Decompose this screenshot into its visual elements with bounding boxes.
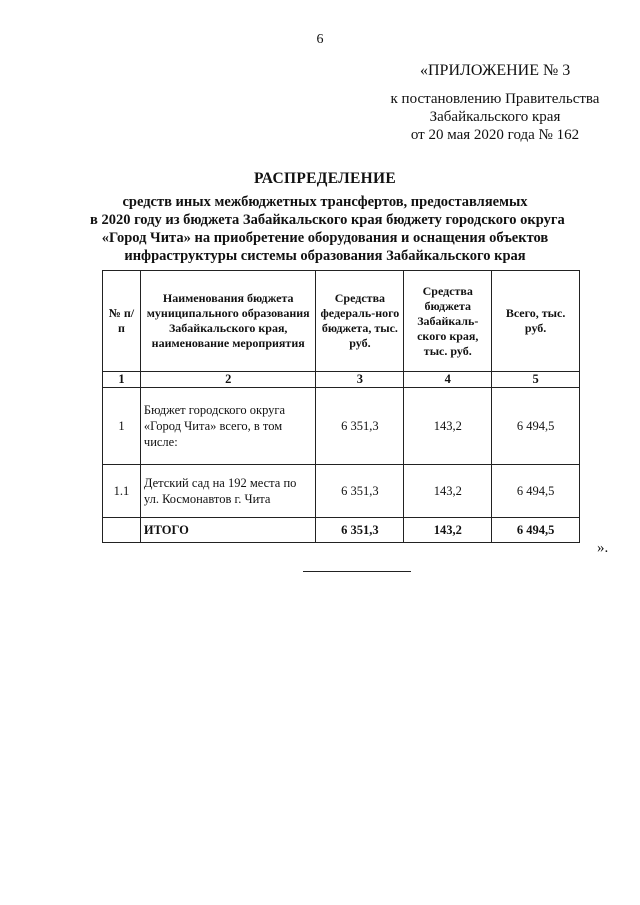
header-regional: Средства бюджета Забайкаль-ского края, тыс. руб. <box>404 271 492 372</box>
column-number: 2 <box>140 372 316 388</box>
header-number: № п/п <box>103 271 141 372</box>
header-name: Наименования бюджета муниципального образования Забайкальского края, наименование мероприятия <box>140 271 316 372</box>
total-regional: 143,2 <box>404 518 492 543</box>
table-header-row <box>103 271 580 372</box>
total-sum: 6 494,5 <box>492 518 580 543</box>
row-number: 1 <box>103 388 141 465</box>
column-number: 3 <box>316 372 404 388</box>
resolution-line-3: от 20 мая 2020 года № 162 <box>410 127 580 143</box>
header-total: Всего, тыс. руб. <box>492 271 580 372</box>
total-label: ИТОГО <box>140 518 316 543</box>
column-number: 4 <box>404 372 492 388</box>
resolution-line-1: к постановлению Правительства <box>390 91 600 107</box>
table-row <box>103 388 580 465</box>
column-number-row <box>103 372 580 388</box>
header-federal: Средства федераль-ного бюджета, тыс. руб. <box>316 271 404 372</box>
title-line-2: в 2020 году из бюджета Забайкальского края бюджету городского округа <box>90 212 565 228</box>
table-row <box>103 465 580 518</box>
appendix-heading: «ПРИЛОЖЕНИЕ № 3 <box>420 62 571 79</box>
column-number: 1 <box>103 372 141 388</box>
total-number <box>103 518 141 543</box>
title-main: РАСПРЕДЕЛЕНИЕ <box>254 170 396 187</box>
resolution-reference <box>380 90 610 144</box>
row-total: 6 494,5 <box>492 388 580 465</box>
title-line-4: инфраструктуры системы образования Забайкальского края <box>124 248 526 264</box>
row-total: 6 494,5 <box>492 465 580 518</box>
row-federal: 6 351,3 <box>316 465 404 518</box>
end-divider <box>303 571 411 572</box>
row-regional: 143,2 <box>404 388 492 465</box>
column-number: 5 <box>492 372 580 388</box>
row-name: Бюджет городского округа «Город Чита» всего, в том числе: <box>140 388 316 465</box>
document-title <box>90 170 565 265</box>
closing-quote: ». <box>597 540 609 556</box>
page-number: 6 <box>316 32 324 47</box>
row-regional: 143,2 <box>404 465 492 518</box>
distribution-table <box>102 270 580 543</box>
row-name: Детский сад на 192 места по ул. Космонавтов г. Чита <box>140 465 316 518</box>
title-line-3: «Город Чита» на приобретение оборудования и оснащения объектов <box>101 230 549 246</box>
total-federal: 6 351,3 <box>316 518 404 543</box>
title-line-1: средств иных межбюджетных трансфертов, предоставляемых <box>122 194 528 210</box>
total-row <box>103 518 580 543</box>
row-number: 1.1 <box>103 465 141 518</box>
row-federal: 6 351,3 <box>316 388 404 465</box>
resolution-line-2: Забайкальского края <box>429 109 561 125</box>
